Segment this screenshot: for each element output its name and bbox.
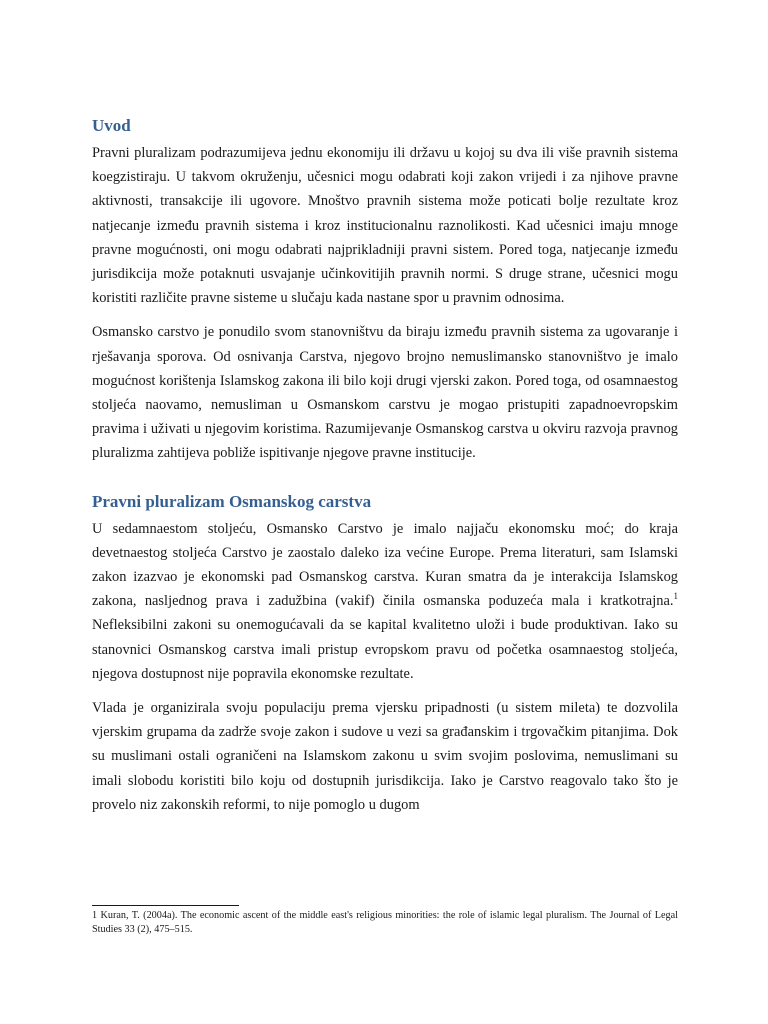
footnote: 1 Kuran, T. (2004a). The economic ascent of the middle east's religious minorities: the role of islamic legal pluralism. The Journal of Legal Studies 33 (2), 475–515. (92, 910, 678, 935)
footnote-divider (92, 905, 239, 906)
paragraph: Pravni pluralizam podrazumijeva jednu ekonomiju ili državu u kojoj su dva ili više pravnih sistema koegzistiraju. U takvom okruženju, učesnici mogu odabrati koji zakon vrijedi i za njihove pravne aktivnosti, transakcije ili ugovore. Mnoštvo pravnih sistema može poticati bolje rezultate kroz natjecanje između pravnih sistema i kroz institucionalnu raznolikosti. Kad učesnici imaju mnoge pravne mogućnosti, oni mogu odabrati najprikladniji pravni sistem. Pored toga, natjecanje između jurisdikcija može potaknuti usvajanje učinkovitijih pravnih normi. S druge strane, učesnici mogu koristiti različite pravne sisteme u slučaju kada nastane spor u pravnim odnosima. (92, 145, 678, 307)
document-body (92, 116, 678, 817)
paragraph: Vlada je organizirala svoju populaciju prema vjersku pripadnosti (u sistem mileta) te dozvolila vjerskim grupama da zadrže svoje zakon i sudove u vezi sa građanskim i trgovačkim pitanjima. Dok su muslimani ostali ograničeni na Islamskom zakonu u svim svojim poslovima, nemuslimani su imali slobodu koristiti bilo koju od dostupnih jurisdikcija. Iako je Carstvo reagovalo tako što je provelo niz zakonskih reformi, to nije pomoglo u dugom (92, 700, 678, 813)
section-heading-uvod: Uvod (92, 116, 131, 135)
paragraph-text: Nefleksibilni zakoni su onemogućavali da se kapital kvalitetno uloži i bude produktivan. Iako su stanovnici Osmanskog carstva imali pristup evropskom pravu od početka osamnaestog stoljeća, njegova dostupnost nije popravila ekonomske rezultate. (92, 617, 678, 682)
section-heading-pravni-pluralizam: Pravni pluralizam Osmanskog carstva (92, 491, 372, 511)
paragraph: Osmansko carstvo je ponudilo svom stanovništvu da biraju između pravnih sistema za ugovaranje i rješavanja sporova. Od osnivanja Carstva, njegovo brojno nemuslimansko stanovništvo je imalo mogućnost korištenja Islamskog zakona ili bilo koji drugi vjerski zakon. Pored toga, od osamnaestog stoljeća naovamo, nemusliman u Osmanskom carstvu je mogao pristupiti zapadnoevropskim pravima i uživati u njegovim koristima. Razumijevanje Osmanskog carstva u okviru razvoja pravnog pluralizma zahtijeva pobliže ispitivanje njegove pravne institucije. (92, 324, 678, 462)
paragraph (92, 517, 678, 686)
paragraph-text: U sedamnaestom stoljeću, Osmansko Carstvo je imalo najjaču ekonomsku moć; do kraja devetnaestog stoljeća Carstvo je zaostalo daleko iza većine Europe. Prema literaturi, sam Islamski zakon izazvao je ekonomski pad Osmanskog carstva. Kuran smatra da je interakcija Islamskog zakona, nasljednog prava i zadužbina (vakif) činila osmanska poduzeća mala i kratkotrajna. (92, 520, 678, 610)
footnote-reference[interactable]: 1 (673, 591, 678, 602)
